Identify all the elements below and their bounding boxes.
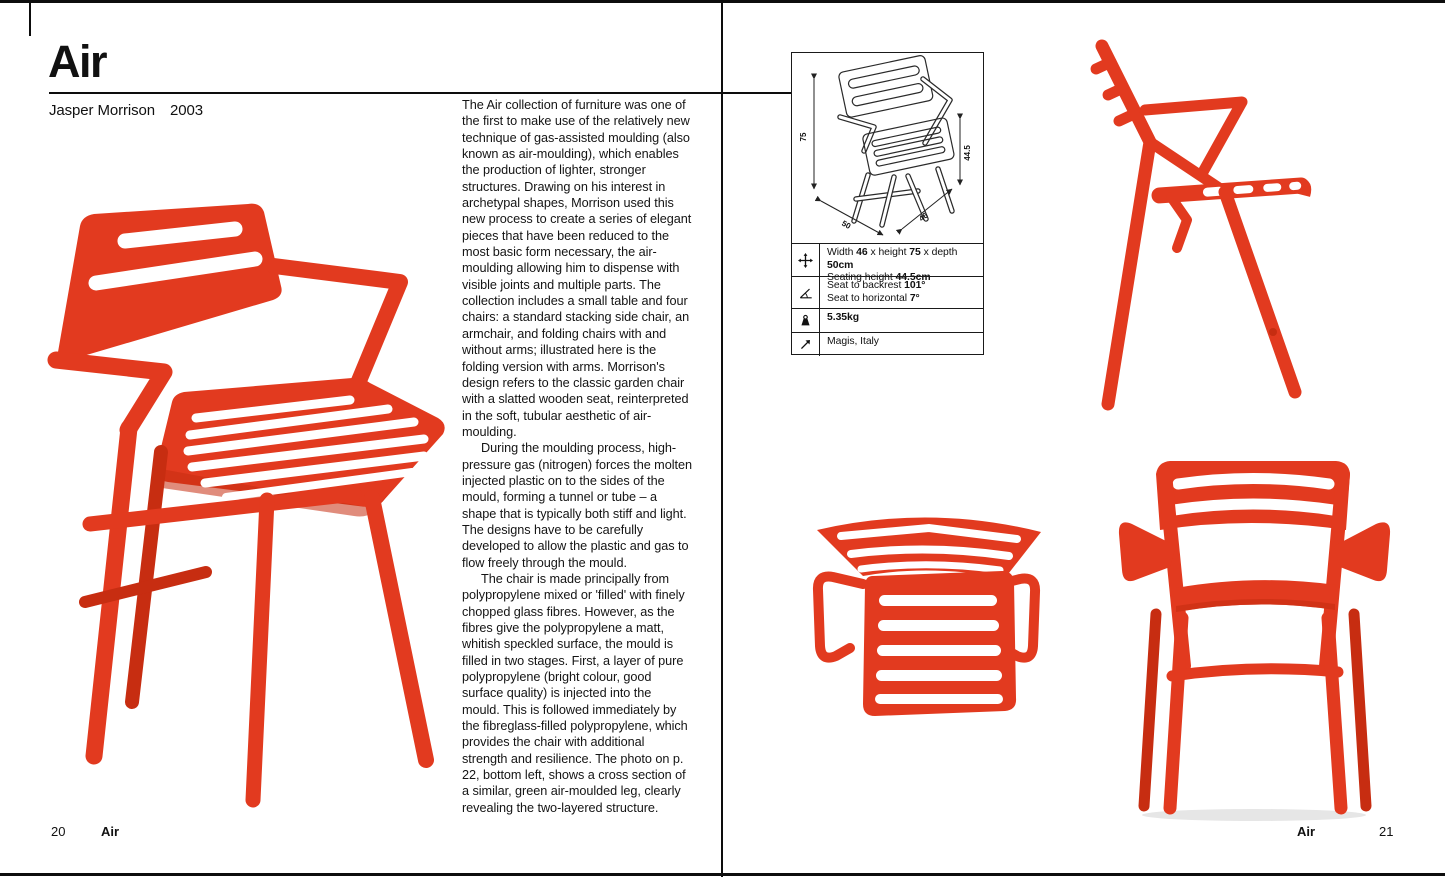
designer-name: Jasper Morrison [49,102,156,119]
side-hinge-link [1171,197,1187,248]
page-number-right: 21 [1379,824,1394,839]
chair-photo-back-view [1108,418,1403,828]
angle-icon [792,277,820,308]
technical-drawing-svg [792,53,982,241]
chair-photo-side-view [1075,32,1315,417]
body-paragraph: During the moulding process, high-pressure gas (nitrogen) forces the molten injected plastic on to the sides of the mould, forming a tunnel or tube – a shape that is typically both stiff and light. The designs have to be carefully developed to allow the plastic and gas to flow freely through the mould. [462,441,692,570]
technical-drawing [792,53,983,244]
back-legs [1144,614,1366,808]
spec-row-angles [792,276,983,308]
dimensions-icon [792,244,820,276]
side-front-leg [1225,192,1295,392]
sketch-armrests [840,79,950,151]
spec-weight-text: 5.35kg [827,312,860,323]
back-seat [1176,580,1336,612]
chair-backrest [58,204,282,360]
footer-label-right: Air [1297,824,1316,839]
chair-photo-top-view [805,498,1050,738]
top-seat [863,571,1016,716]
body-paragraph: The chair is made principally from polypropylene mixed or 'filled' with finely chopped glass fibres. However, as the fibres give the polypropylene a matt, whitish speckled surface, the mould is filled in two stages. First, a layer of pure polypropylene (bright colour, good surface quality) is injected into the mould. This is followed immediately by the fibreglass-filled polypropylene, which provides the chair with additional strength and resilience. The photo on p. 22, bottom left, shows a cross section of a similar, green air-moulded leg, clearly revealing the two-layered structure. [462,571,688,815]
manufacturer-icon [792,333,820,356]
sketch-legs [854,169,952,225]
body-text [462,97,692,816]
spec-infobox [791,52,984,355]
page-number-left: 20 [51,824,66,839]
spec-row-manufacturer [792,332,983,356]
byline [49,102,203,119]
chair-photo-main-three-quarter-view [28,202,460,814]
weight-icon [792,309,820,332]
body-paragraph: The Air collection of furniture was one of the first to make use of the relatively new technique of gas-assisted moulding (also known as air-moulding), which enables the production of lighter, stronger structures. Drawing on his interest in archetypal shapes, Morrison used this new process to create a series of elegant pieces that have been reduced to the most basic form necessary, the air-moulding allowing him to dispense with visible joints and multiple parts. The collection includes a small table and four chairs: a standard stacking side chair, an armchair, and folding chairs with and without arms; illustrated here is the folding version with arms. Morrison's design refers to the classic garden chair with a slatted wooden seat, reinterpreted in the soft, tubular aesthetic of air-moulding. [462,98,692,439]
top-backrest-fan [817,517,1041,578]
top-armrest-left [818,577,863,658]
footer-label-left: Air [101,824,120,839]
dim-seat-height: 44.5 [963,145,972,161]
dim-height: 75 [799,132,808,142]
back-crossbar [1172,669,1338,676]
spec-angles-text: Seat to backrest 101° Seat to horizontal 7° [827,280,926,304]
sketch-backrest [838,55,934,118]
dim-width: 46 [917,210,930,224]
chair-armrest-left [56,360,164,430]
side-back-post [1096,46,1150,404]
spec-row-dimensions [792,244,983,284]
side-armrest [1145,102,1242,172]
dim-depth: 50 [840,218,853,231]
spec-manufacturer-text: Magis, Italy [827,336,879,347]
design-year: 2003 [170,102,204,119]
title-rule [49,92,791,94]
back-top-band [1156,461,1350,530]
page-title: Air [48,36,107,87]
registration-mark [29,0,31,36]
chair-armrest-right [274,266,400,388]
side-leg-glide [1269,328,1277,336]
page-gutter-line [721,0,723,877]
spec-dimensions-text: Width 46 x height 75 x depth 50cm Seating height 44.5cm [827,247,958,284]
spec-row-weight [792,308,983,332]
